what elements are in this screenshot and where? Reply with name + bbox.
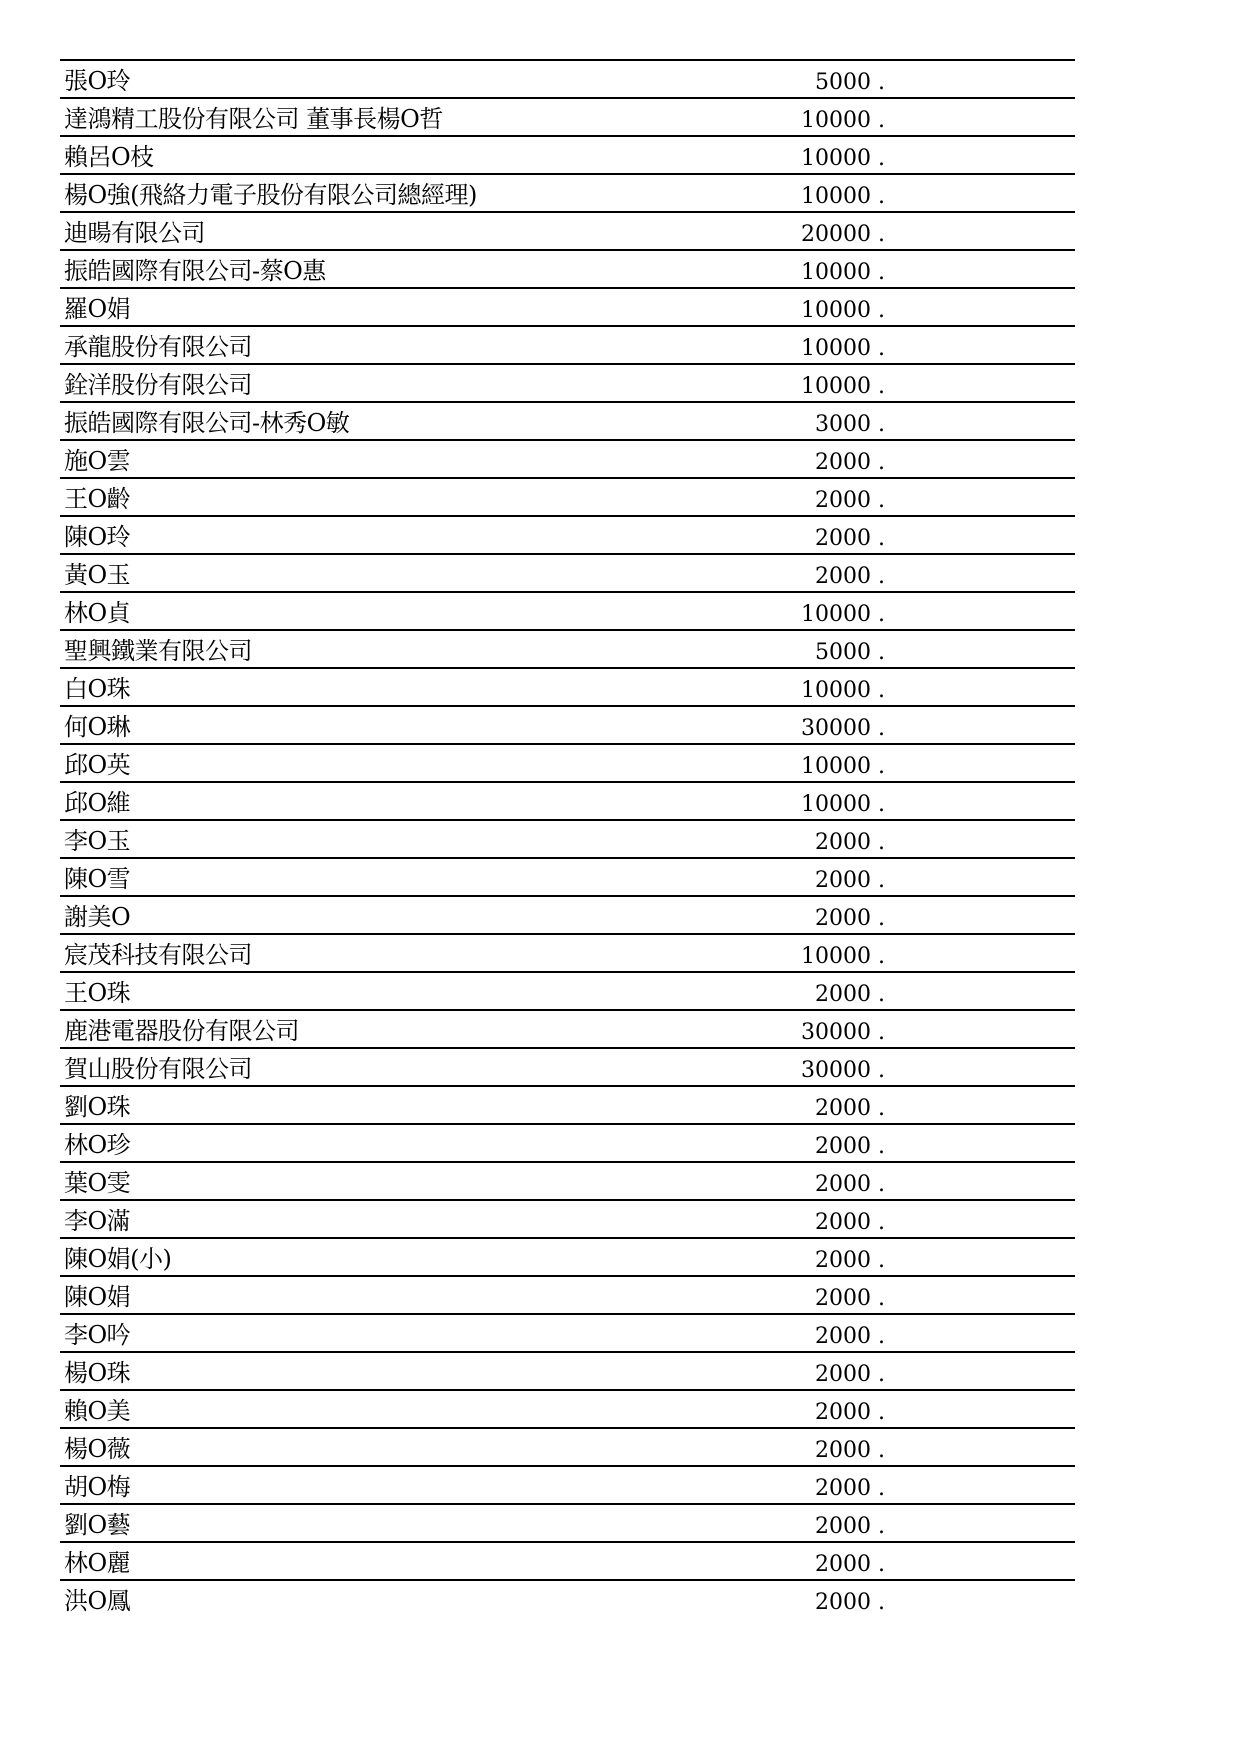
table-row [60,99,1075,137]
donor-name: 林O珍 [64,1131,131,1159]
table-row [60,707,1075,745]
donor-name: 羅O娟 [64,295,131,323]
table-row [60,1125,1075,1163]
table-row [60,1049,1075,1087]
donation-amount: 10000 . [801,184,885,209]
donor-name: 陳O娟(小) [64,1245,172,1273]
table-row [60,821,1075,859]
donor-name: 承龍股份有限公司 [64,333,252,361]
donation-amount: 2000 . [815,1552,885,1577]
donor-name: 鹿港電器股份有限公司 [64,1017,299,1045]
table-row [60,1239,1075,1277]
table-row [60,441,1075,479]
donor-name: 林O麗 [64,1549,131,1577]
donor-name: 黃O玉 [64,561,131,589]
table-row [60,1429,1075,1467]
donation-amount: 30000 . [801,716,885,741]
donor-name: 邱O維 [64,789,131,817]
donation-amount: 10000 . [801,944,885,969]
donation-amount: 3000 . [815,412,885,437]
table-row [60,935,1075,973]
table-row [60,1011,1075,1049]
donation-amount: 2000 . [815,488,885,513]
table-row [60,669,1075,707]
donor-name: 李O滿 [64,1207,131,1235]
table-row [60,517,1075,555]
donor-name: 王O齡 [64,485,131,513]
donor-name: 李O吟 [64,1321,131,1349]
donation-amount: 2000 . [815,1286,885,1311]
donor-name: 宸茂科技有限公司 [64,941,252,969]
table-row [60,973,1075,1011]
donation-amount: 2000 . [815,1514,885,1539]
donation-amount: 10000 . [801,298,885,323]
table-row [60,251,1075,289]
table-row [60,175,1075,213]
donor-name: 陳O玲 [64,523,131,551]
table-row [60,593,1075,631]
table-row [60,783,1075,821]
donation-amount: 10000 . [801,754,885,779]
table-row [60,327,1075,365]
donation-amount: 5000 . [815,70,885,95]
table-row [60,365,1075,403]
table-row [60,1505,1075,1543]
donation-amount: 2000 . [815,1248,885,1273]
donor-name: 謝美O [64,903,131,931]
table-row [60,1315,1075,1353]
donor-name: 王O珠 [64,979,131,1007]
table-row [60,479,1075,517]
donation-amount: 2000 . [815,1400,885,1425]
donation-amount: 2000 . [815,1172,885,1197]
donor-name: 銓洋股份有限公司 [64,371,252,399]
donation-amount: 2000 . [815,526,885,551]
donation-amount: 2000 . [815,906,885,931]
donor-name: 楊O強(飛絡力電子股份有限公司總經理) [64,181,477,209]
donor-name: 劉O珠 [64,1093,131,1121]
donation-amount: 2000 . [815,564,885,589]
donor-name: 賴呂O枝 [64,143,154,171]
donor-name: 達鴻精工股份有限公司 董事長楊O哲 [64,105,443,133]
table-row [60,859,1075,897]
donation-amount: 30000 . [801,1058,885,1083]
table-row [60,631,1075,669]
table-row [60,137,1075,175]
table-row [60,555,1075,593]
donor-name: 何O琳 [64,713,131,741]
donation-amount: 10000 . [801,678,885,703]
donation-amount: 10000 . [801,374,885,399]
table-row [60,1087,1075,1125]
donation-amount: 30000 . [801,1020,885,1045]
donation-amount: 10000 . [801,146,885,171]
donation-amount: 2000 . [815,1438,885,1463]
donation-amount: 2000 . [815,1096,885,1121]
donation-amount: 2000 . [815,450,885,475]
donor-name: 振皓國際有限公司-蔡O惠 [64,257,326,285]
table-row [60,61,1075,99]
donor-name: 聖興鐵業有限公司 [64,637,252,665]
donor-name: 洪O鳳 [64,1587,131,1615]
donation-amount: 2000 . [815,830,885,855]
table-row [60,1543,1075,1581]
table-row [60,213,1075,251]
donation-amount: 10000 . [801,108,885,133]
donation-amount: 2000 . [815,1210,885,1235]
table-row [60,1201,1075,1239]
donor-name: 葉O雯 [64,1169,131,1197]
donor-name: 賴O美 [64,1397,131,1425]
donation-amount: 2000 . [815,1134,885,1159]
donation-amount: 20000 . [801,222,885,247]
table-row [60,1467,1075,1505]
donation-amount: 10000 . [801,260,885,285]
donor-name: 陳O雪 [64,865,131,893]
donor-name: 胡O梅 [64,1473,131,1501]
table-row [60,1353,1075,1391]
table-row [60,897,1075,935]
table-row [60,1163,1075,1201]
donor-name: 楊O薇 [64,1435,131,1463]
donor-name: 賀山股份有限公司 [64,1055,252,1083]
donor-name: 陳O娟 [64,1283,131,1311]
donor-name: 施O雲 [64,447,131,475]
donor-name: 迪暘有限公司 [64,219,205,247]
table-row [60,1391,1075,1429]
donor-name: 林O貞 [64,599,131,627]
donor-name: 邱O英 [64,751,131,779]
donation-amount: 5000 . [815,640,885,665]
donation-amount: 2000 . [815,868,885,893]
donation-amount: 2000 . [815,1476,885,1501]
donor-name: 白O珠 [64,675,131,703]
donor-name: 劉O藝 [64,1511,131,1539]
donor-name: 張O玲 [64,67,131,95]
donation-amount: 10000 . [801,336,885,361]
donor-name: 楊O珠 [64,1359,131,1387]
table-row [60,403,1075,441]
table-row [60,745,1075,783]
table-row [60,289,1075,327]
donation-amount: 2000 . [815,1362,885,1387]
donation-amount: 2000 . [815,1590,885,1615]
donation-amount: 10000 . [801,792,885,817]
donation-amount: 10000 . [801,602,885,627]
donor-name: 振皓國際有限公司-林秀O敏 [64,409,350,437]
table-row [60,1581,1075,1619]
donation-amount: 2000 . [815,982,885,1007]
donation-list-table [60,59,1075,1619]
donation-amount: 2000 . [815,1324,885,1349]
donor-name: 李O玉 [64,827,131,855]
table-row [60,1277,1075,1315]
